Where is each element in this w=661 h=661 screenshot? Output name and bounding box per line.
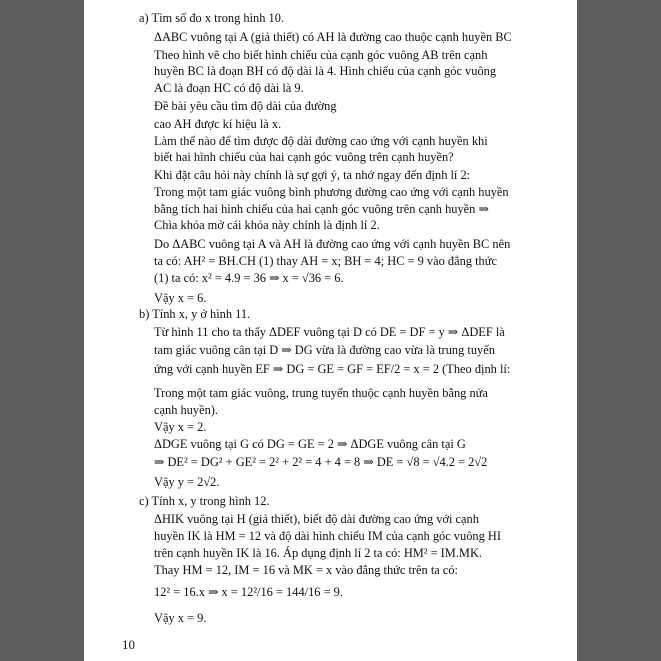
text-line: trên cạnh huyền IK là 16. Áp dụng định lí 2 ta có: HM² = IM.MK. bbox=[154, 546, 482, 560]
text-line: (1) ta có: x² = 4.9 = 36 ⇒ x = √36 = 6. bbox=[154, 271, 344, 285]
text-line: Đề bài yêu cầu tìm độ dài của đường bbox=[154, 99, 337, 113]
text-line: Từ hình 11 cho ta thấy ΔDEF vuông tại D có DE = DF = y ⇒ ΔDEF là bbox=[154, 325, 505, 339]
text-line: Trong một tam giác vuông, trung tuyến thuộc cạnh huyền bằng nửa bbox=[154, 386, 488, 400]
text-line: 12² = 16.x ⇒ x = 12²/16 = 144/16 = 9. bbox=[154, 585, 343, 599]
text-line: b) Tính x, y ở hình 11. bbox=[139, 307, 251, 321]
text-line: c) Tính x, y trong hình 12. bbox=[139, 494, 270, 508]
text-line: ⇒ DE² = DG² + GE² = 2² + 2² = 4 + 4 = 8 ⇒ DE = √8 = √4.2 = 2√2 bbox=[154, 455, 488, 469]
text-line: huyền BC là đoạn BH có độ dài là 4. Hình chiếu của cạnh góc vuông bbox=[154, 64, 497, 78]
text-line: Vậy x = 6. bbox=[154, 291, 207, 305]
text-line: cạnh huyền). bbox=[154, 403, 218, 417]
text-line: huyền IK là HM = 12 và độ dài hình chiếu IM của cạnh góc vuông HI bbox=[154, 529, 501, 543]
text-line: Do ΔABC vuông tại A và AH là đường cao ứng với cạnh huyền BC nên bbox=[154, 237, 511, 251]
text-line: Trong một tam giác vuông bình phương đường cao ứng với cạnh huyền bbox=[154, 185, 509, 199]
text-line: biết hai hình chiếu của hai cạnh góc vuông trên cạnh huyền? bbox=[154, 150, 454, 164]
text-line: ΔHIK vuông tại H (giả thiết), biết độ dài đường cao ứng với cạnh bbox=[154, 512, 479, 526]
text-line: ứng với cạnh huyền EF ⇒ DG = GE = GF = EF/2 = x = 2 (Theo định lí: bbox=[154, 362, 511, 376]
text-line: Chìa khóa mở cái khóa này chính là định lí 2. bbox=[154, 218, 380, 232]
text-line: Vậy x = 2. bbox=[154, 420, 207, 434]
text-line: bằng tích hai hình chiếu của hai cạnh góc vuông trên cạnh huyền ⇒ bbox=[154, 202, 489, 216]
page-number: 10 bbox=[122, 637, 135, 652]
text-line: Khi đặt câu hỏi này chính là sự gợi ý, ta nhớ ngay đến định lí 2: bbox=[154, 168, 471, 182]
text-line: cao AH được kí hiệu là x. bbox=[154, 117, 282, 131]
text-line: Theo hình vẽ cho biết hình chiếu của cạnh góc vuông AB trên cạnh bbox=[154, 48, 488, 62]
left-margin-bar bbox=[0, 0, 84, 661]
right-margin-bar bbox=[577, 0, 661, 661]
text-line: tam giác vuông cân tại D ⇒ DG vừa là đường cao vừa là trung tuyến bbox=[154, 343, 495, 357]
text-line: ΔDGE vuông tại G có DG = GE = 2 ⇒ ΔDGE vuông cân tại G bbox=[154, 437, 466, 451]
text-line: Thay HM = 12, IM = 16 và MK = x vào đẳng thức trên ta có: bbox=[154, 563, 459, 577]
text-line: Vậy y = 2√2. bbox=[154, 475, 220, 489]
text-line: Vậy x = 9. bbox=[154, 611, 207, 625]
text-line: a) Tìm số đo x trong hình 10. bbox=[139, 11, 285, 25]
text-line: ta có: AH² = BH.CH (1) thay AH = x; BH = 4; HC = 9 vào đẳng thức bbox=[154, 254, 497, 268]
book-page bbox=[84, 0, 577, 661]
text-line: AC là đoạn HC có độ dài là 9. bbox=[154, 81, 304, 95]
text-line: ΔABC vuông tại A (giả thiết) có AH là đường cao thuộc cạnh huyền BC bbox=[154, 30, 512, 44]
text-line: Làm thế nào để tìm được độ dài đường cao ứng với cạnh huyền khi bbox=[154, 134, 488, 148]
